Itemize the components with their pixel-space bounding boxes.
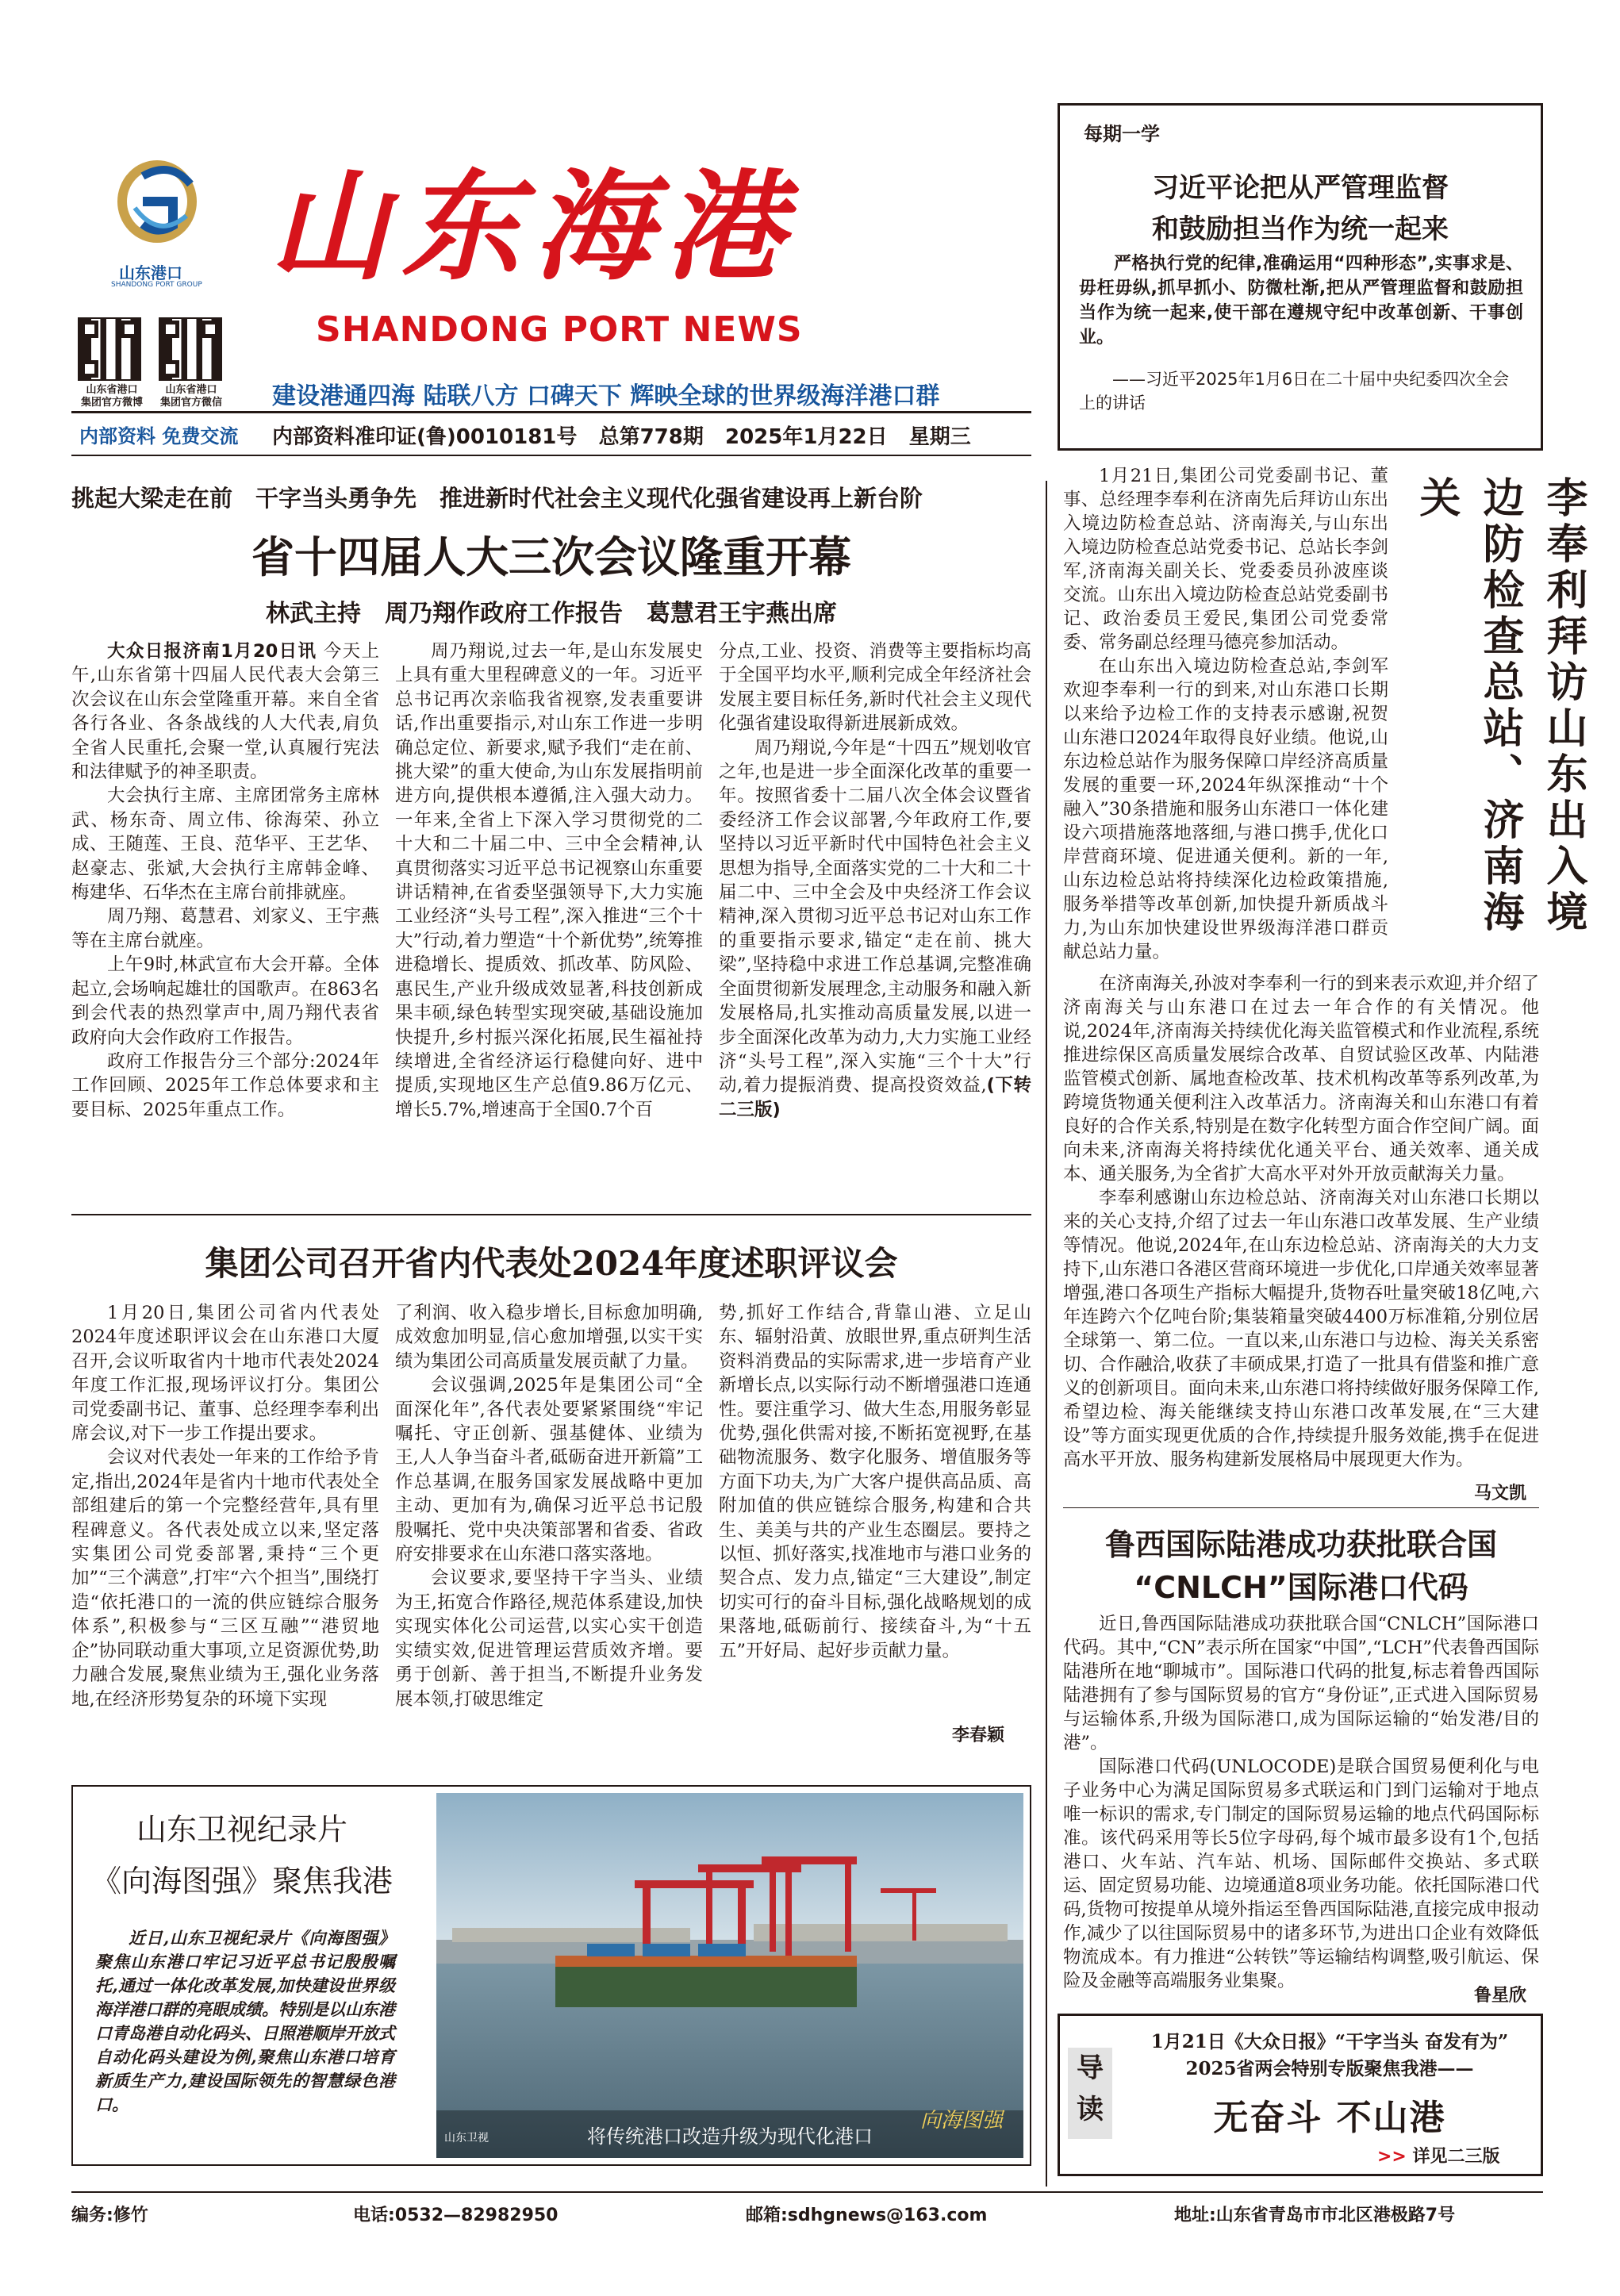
lead-col-1 (71, 639, 379, 1122)
guide-tag-1: 导 (1077, 2052, 1104, 2084)
cnlch-headline-1: 鲁西国际陆港成功获批联合国 (1104, 1527, 1497, 1562)
column-divider (1046, 481, 1047, 2187)
lead-col-2 (395, 639, 703, 1122)
qr-left-caption: 山东省港口 集团官方微博 (80, 384, 143, 409)
cnlch-headline-2: “CNLCH”国际港口代码 (1134, 1570, 1468, 1605)
border-headline-box (1404, 476, 1587, 952)
study-title-line1: 习近平论把从严管理监督 (1152, 172, 1449, 204)
documentary-title-2: 《向海图强》聚焦我港 (90, 1864, 393, 1899)
review-col2-p1: 了利润、收入稳步增长,目标愈加明确,成效愈加明显,信心愈加增强,以实干实绩为集团公司高质量发展贡献了力量。 (395, 1303, 703, 1372)
border-p3: 在济南海关,孙波对李奉利一行的到来表示欢迎,并介绍了济南海关与山东港口在过去一年合作的有关情况。他说,2024年,济南海关持续优化海关监管模式和作业流程,系统推进综保区高质量发展综合改革、自贸试验区改革、内陆港监管模式创新、属地查检改革、技术机构改革等系列改革,为跨境货物通关便利注入改革活力。济南海关和山东港口有着良好的合作关系,特别是在数字化转型方面合作空间广阔。面向未来,济南海关将持续优化通关平台、通关效率、通关成本、通关服务,为全省扩大高水平对外开放贡献海关力量。 (1063, 973, 1539, 1184)
lead-kicker: 挑起大梁走在前 干字当头勇争先 推进新时代社会主义现代化强省建设再上新台阶 (71, 485, 923, 512)
lead-col1-p3: 周乃翔、葛慧君、刘家义、王宇燕等在主席台就座。 (71, 906, 379, 951)
newspaper-title-en: SHANDONG PORT NEWS (316, 309, 803, 350)
cnlch-p1: 近日,鲁西国际陆港成功获批联合国“CNLCH”国际港口代码。其中,“CN”表示所在国家“中国”,“LCH”代表鲁西国际陆港所在地“聊城市”。国际港口代码的批复,标志着鲁西国际陆港拥有了参与国际贸易的官方“身份证”,正式进入国际贸易与运输体系,升级为国际港口,成为国际运输的“始发港/目的港”。 (1063, 1614, 1539, 1753)
masthead-rule (71, 411, 1031, 413)
channel-logo: 山东卫视 (444, 2132, 489, 2144)
cnlch-p2: 国际港口代码(UNLOCODE)是联合国贸易便利化与电子业务中心为满足国际贸易多式联运和门到门运输对于地点唯一标识的需求,专门制定的国际贸易运输的地点代码国际标准。该代码采用等长5位字母码,每个城市最多设有1个,包括港口、火车站、汽车站、机场、国际邮件交换站、多式联运、固定贸易功能、边境通道8项业务功能。依托国际港口代码,货物可按提单从境外指运至鲁西国际陆港,直接完成申报动作,减少了以往国际贸易中的诸多环节,为进出口企业有效降低物流成本。有力推进“公转铁”等运输结构调整,吸引航运、保险及金融等高端服务业集聚。 (1063, 1757, 1539, 1991)
wechat-qr-code (159, 317, 222, 381)
cnlch-body (1063, 1612, 1539, 1993)
permit-number: 内部资料准印证(鲁)0010181号 (272, 425, 578, 449)
publication-info (272, 420, 971, 450)
logo-label: 山东港口 (119, 263, 182, 282)
lead-jump: (下转二三版) (719, 1075, 1031, 1120)
border-story-body-2 (1063, 972, 1539, 1472)
border-p2: 在山东出入境边防检查总站,李剑军欢迎李奉利一行的到来,对山东港口长期以来给予边检工作的支持表示感谢,祝贺山东港口2024年取得良好业绩。他说,山东边检总站作为服务保障口岸经济高质量发展的重要一环,2024年纵深推动“十个融入”30条措施和服务山东港口一体化建设六项措施落地落细,与港口携手,优化口岸营商环境、促进通关便利。新的一年,山东边检总站将持续深化边检政策措施,服务举措等改革创新,加快提升新质战斗力,为山东加快建设世界级海洋港口群贡献总站力量。 (1063, 656, 1388, 962)
guide-tag (1068, 2048, 1112, 2139)
lead-col2-p1: 周乃翔说,过去一年,是山东发展史上具有重大里程碑意义的一年。习近平总书记再次亲临我省视察,发表重要讲话,作出重要指示,对山东工作进一步明确总定位、新要求,赋予我们“走在前、挑大梁”的重大使命,为山东发展指明前进方向,提供根本遵循,注入强大动力。一年来,全省上下深入学习贯彻党的二十大和二十届二中、三中全会精神,认真贯彻落实习近平总书记视察山东重要讲话精神,在省委坚强领导下,大力实施工业经济“头号工程”,深入推进“三个十大”行动,着力塑造“十个新优势”,统筹推进稳增长、提质效、抓改革、防风险、惠民生,产业升级成效显著,科技创新成果丰硕,绿色转型实现突破,基础设施加快提升,乡村振兴深化拓展,民生福祉持续增进,全省经济运行稳健向好、进中提质,实现地区生产总值9.86万亿元、增长5.7%,增速高于全国0.7个百 (395, 641, 703, 1120)
documentary-title-1: 山东卫视纪录片 (136, 1812, 347, 1847)
lead-col1-p1: 今天上午,山东省第十四届人民代表大会第三次会议在山东会堂隆重开幕。来自全省各行各业、各条战线的人大代表,肩负全省人民重托,会聚一堂,认真履行宪法和法律赋予的神圣职责。 (71, 641, 379, 783)
border-p1: 1月21日,集团公司党委副书记、董事、总经理李奉利在济南先后拜访山东出入境边防检查总站、济南海关,与山东出入境边防检查总站党委书记、总站长李剑军,济南海关副关长、党委委员孙波座谈交流。山东出入境边防检查总站党委副书记、政治委员王爱民,集团公司党委常委、常务副总经理马德亮参加活动。 (1063, 466, 1388, 653)
lead-bottom-rule (71, 1214, 1031, 1215)
review-col3-p1: 势,抓好工作结合,背靠山港、立足山东、辐射沿黄、放眼世界,重点研判生活资料消费品的实际需求,进一步培育产业新增长点,以实际行动不断增强港口连通性。要注重学习、做大生态,用服务彰显优势,强化供需对接,不断拓宽视野,在基础物流服务、数字化服务、增值服务等方面下功夫,为广大客户提供高品质、高附加值的供应链综合服务,构建和合共生、美美与共的产业生态圈层。要持之以恒、抓好落实,找准地市与港口业务的契合点、发力点,锚定“三大建设”,制定切实可行的奋斗目标,强化战略规划的成果落地,砥砺前行、接续奋斗,为“十五五”开好局、起好步贡献力量。 (719, 1303, 1031, 1661)
footer-phone: 电话:0532—82982950 (353, 2206, 559, 2225)
double-chevron-icon: >> (1377, 2147, 1407, 2167)
slogan: 建设港通四海 陆联八方 口碑天下 辉映全球的世界级海洋港口群 (272, 382, 940, 410)
lead-col1-p2: 大会执行主席、主席团常务主席林武、杨东奇、周立伟、徐海荣、孙立成、王随莲、王良、范华平、王艺华、赵豪志、张斌,大会执行主席韩金峰、梅建华、石华杰在主席台前排就座。 (71, 785, 379, 904)
photo-caption: 将传统港口改造升级为现代化港口 (587, 2125, 873, 2148)
guide-tag-2: 读 (1077, 2094, 1104, 2125)
lead-col1-p4: 上午9时,林武宣布大会开幕。全体起立,会场响起雄壮的国歌声。在863名到会代表的热烈掌声中,周乃翔代表省政府向大会作政府工作报告。 (71, 954, 379, 1048)
study-box (1058, 103, 1543, 451)
footer-address: 地址:山东省青岛市市北区港极路7号 (1174, 2206, 1456, 2225)
lead-dateline: 大众日报济南1月20日讯 (107, 641, 317, 662)
guide-see-text: 详见二三版 (1412, 2147, 1500, 2167)
guide-line-1: 1月21日《大众日报》“干字当头 奋发有为” (1150, 2031, 1509, 2052)
study-source: ——习近平2025年1月6日在二十届中央纪委四次全会上的讲话 (1079, 370, 1510, 413)
logo-emblem-icon (111, 152, 206, 255)
guide-see-link[interactable] (1377, 2143, 1500, 2167)
qr-right-caption: 山东省港口 集团官方微信 (159, 384, 222, 409)
weekday: 星期三 (908, 425, 971, 449)
footer-editor: 编务:修竹 (71, 2206, 148, 2225)
border-story-body (1063, 464, 1388, 964)
newspaper-title: 山东海港 (270, 157, 797, 297)
lead-col-3 (719, 639, 1031, 1122)
study-body: 严格执行党的纪律,准确运用“四种形态”,实事求是、毋枉毋纵,抓早抓小、防微杜渐,把从严管理监督和鼓励担当作为统一起来,使干部在遵规守纪中改革创新、干事创业。 (1079, 254, 1523, 347)
logo-subtitle: SHANDONG PORT GROUP (111, 281, 202, 289)
documentary-body: 近日,山东卫视纪录片《向海图强》聚焦山东港口牢记习近平总书记殷殷嘱托,通过一体化改革发展,加快建设世界级海洋港口群的亮眼成绩。特别是以山东港口青岛港自动化码头、日照港顺岸开放式自动化码头建设为例,聚焦山东港口培育新质生产力,建设国际领先的智慧绿色港口。 (95, 1928, 395, 2114)
issue-date: 2025年1月22日 (725, 425, 888, 449)
border-headline: 李奉利拜访山东出入境边防检查总站、济南海关 (1412, 476, 1587, 936)
footer-rule (71, 2191, 1543, 2193)
photo-watermark: 向海图强 (920, 2109, 1004, 2133)
port-photo-illustration (436, 1793, 1023, 2158)
review-col-3 (719, 1301, 1031, 1663)
lead-subhead: 林武主持 周乃翔作政府工作报告 葛慧君王宇燕出席 (266, 600, 837, 628)
border-author: 马文凯 (1474, 1484, 1527, 1503)
guide-line-2: 2025省两会特别专版聚焦我港—— (1185, 2058, 1474, 2079)
guide-headline: 无奋斗 不山港 (1213, 2098, 1446, 2138)
guide-box[interactable] (1058, 2014, 1543, 2176)
documentary-photo (436, 1793, 1023, 2158)
lead-headline: 省十四届人大三次会议隆重开幕 (251, 532, 851, 582)
review-col-1 (71, 1301, 379, 1711)
masthead-bottom-rule (71, 455, 1031, 456)
study-tag: 每期一学 (1084, 122, 1160, 145)
weibo-qr-code (78, 317, 141, 381)
issue-number: 总第778期 (598, 425, 704, 449)
review-col2-p3: 会议要求,要坚持干字当头、业绩为王,拓宽合作路径,规范体系建设,加快实现实体化公司运营,以实心实干创造实绩实效,促进管理运营质效齐增。要勇于创新、善于担当,不断提升业务发展本领,打破思维定 (395, 1568, 703, 1710)
group-logo (111, 152, 206, 255)
internal-notice: 内部资料 免费交流 (79, 425, 239, 447)
review-col2-p2: 会议强调,2025年是集团公司“全面深化年”,各代表处要紧紧围绕“牢记嘱托、守正创新、强基健体、业绩为王,人人争当奋斗者,砥砺奋进开新篇”工作总基调,在服务国家发展战略中更加主动、更加有为,确保习近平总书记殷殷嘱托、党中央决策部署和省委、省政府安排要求在山东港口落实落地。 (395, 1375, 703, 1565)
review-col-2 (395, 1301, 703, 1711)
border-story-rule (1063, 1507, 1539, 1508)
review-author: 李春颖 (952, 1726, 1005, 1745)
lead-col3-p1: 分点,工业、投资、消费等主要指标均高于全国平均水平,顺利完成全年经济社会发展主要目标任务,新时代社会主义现代化强省建设取得新进展新成效。 (719, 641, 1031, 735)
study-title-line2: 和鼓励担当作为统一起来 (1152, 213, 1449, 245)
review-headline: 集团公司召开省内代表处2024年度述职评议会 (205, 1244, 898, 1283)
lead-col3-p2: 周乃翔说,今年是“十四五”规划收官之年,也是进一步全面深化改革的重要一年。按照省委十二届八次全体会议暨省委经济工作会议部署,今年政府工作,要坚持以习近平新时代中国特色社会主义思想为指导,全面落实党的二十大和二十届二中、三中全会及中央经济工作会议精神,深入贯彻习近平总书记对山东工作的重要指示要求,锚定“走在前、挑大梁”,坚持稳中求进工作总基调,完整准确全面贯彻新发展理念,主动服务和融入新发展格局,扎实推动高质量发展,以进一步全面深化改革为动力,大力实施工业经济“头号工程”,深入实施“三个十大”行动,着力提振消费、提高投资效益, (719, 737, 1031, 1096)
review-col1-p2: 会议对代表处一年来的工作给予肯定,指出,2024年是省内十地市代表处全部组建后的第一个完整经营年,具有里程碑意义。各代表处成立以来,坚定落实集团公司党委部署,秉持“三个更加”“三个满意”,打牢“六个担当”,围绕打造“依托港口的一流的供应链综合服务体系”,积极参与“三区互融”“港贸地企”协同联动重大事项,立足资源优势,助力融合发展,聚焦业绩为王,强化业务落地,在经济形势复杂的环境下实现 (71, 1447, 379, 1710)
cnlch-author: 鲁星欣 (1474, 1986, 1527, 2006)
border-p4: 李奉利感谢山东边检总站、济南海关对山东港口长期以来的关心支持,介绍了过去一年山东港口改革发展、生产业绩等情况。他说,2024年,在山东边检总站、济南海关的大力支持下,山东港口各港区营商环境进一步优化,口岸通关效率显著增强,港口各项生产指标大幅提升,货物吞吐量突破18亿吨,六年连跨六个亿吨台阶;集装箱量突破4400万标准箱,分别位居全球第一、第二位。一直以来,山东港口与边检、海关关系密切、合作融洽,收获了丰硕成果,打造了一批具有借鉴和推广意义的创新项目。面向未来,山东港口将持续做好服务保障工作,希望边检、海关能继续支持山东港口改革发展,在“三大建设”等方面实现更优质的合作,持续提升服务效能,携手在促进高水平开放、服务构建新发展格局中展现更大作为。 (1063, 1188, 1539, 1470)
lead-col1-p5: 政府工作报告分三个部分:2024年工作回顾、2025年工作总体要求和主要目标、2025年重点工作。 (71, 1050, 379, 1120)
review-col1-p1: 1月20日,集团公司省内代表处2024年度述职评议会在山东港口大厦召开,会议听取省内十地市代表处2024年度工作汇报,现场评议打分。集团公司党委副书记、董事、总经理李奉利出席会议,对下一步工作提出要求。 (71, 1303, 379, 1445)
footer-email[interactable]: 邮箱:sdhgnews@163.com (746, 2206, 988, 2225)
